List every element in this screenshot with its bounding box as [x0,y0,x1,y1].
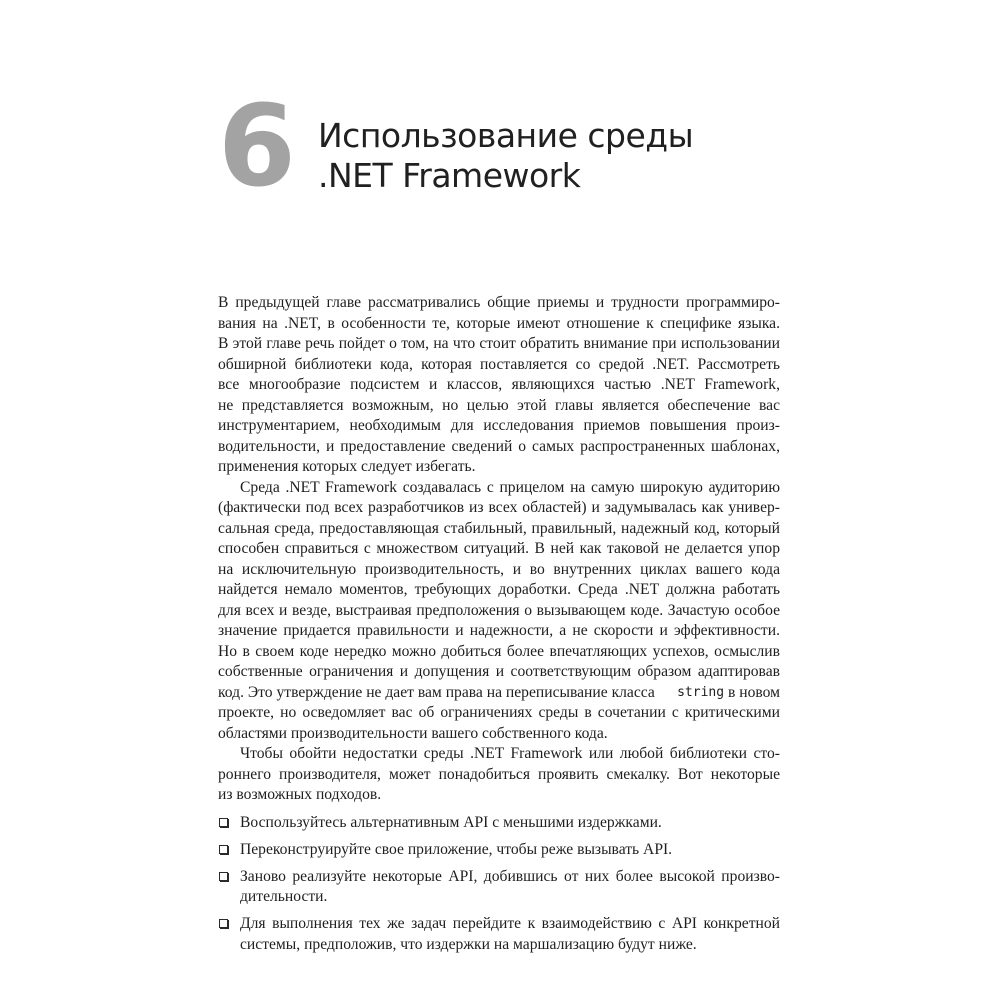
text-line: водительности, и предоставление сведений о самых распространенных шаблонах, [218,437,780,455]
list-item [218,813,780,834]
paragraph-3 [218,744,780,806]
text-line: вания на .NET, в особенности те, которые имеют отношение к специфике языка. [218,314,780,332]
list-item-text: дительности. [240,888,328,905]
text-line: (фактически под всех разработчиков из всех областей) и задумывалась как универ- [218,499,780,516]
text-line: проекте, но осведомляет вас об ограничениях среды в сочетании с критическими [218,704,780,721]
text-line-with-code [218,683,780,704]
chapter-title [318,116,738,196]
checkbox-bullet-icon [219,818,228,827]
text-segment: в новом [724,683,780,701]
text-line: Среда .NET Framework создавалась с прицелом на самую широкую аудиторию [240,478,780,496]
text-line: все многообразие подсистем и классов, являющихся частью .NET Framework, [218,376,780,393]
text-line: найдется немало моментов, требующих доработки. Среда .NET должна работать [218,581,780,598]
paragraph-2 [218,478,780,745]
list-item-text: Заново реализуйте некоторые API, добившись от них более высокой произво- [240,867,780,885]
text-line: на исключительную производительность, и во внутренних циклах вашего кода [218,560,780,578]
text-line: сальная среда, предоставляющая стабильный, правильный, надежный код, который [218,519,780,537]
text-segment: код. Это утверждение не дает вам права на переписывание класса [218,683,659,701]
text-line: собственные ограничения и допущения и соответствующим образом адаптировав [218,663,780,680]
list-item-text: Воспользуйтесь альтернативным API с меньшими издержками. [240,813,662,831]
list-item-text: системы, предположив, что издержки на маршализацию будут ниже. [240,935,697,953]
list-item-text: Переконструируйте свое приложение, чтобы реже вызывать API. [240,840,673,858]
text-line: Чтобы обойти недостатки среды .NET Framework или любой библиотеки сто- [240,745,780,762]
text-line: из возможных подходов. [218,786,382,803]
list-item [218,867,780,908]
text-line: обширной библиотеки кода, которая поставляется со средой .NET. Рассмотреть [218,355,780,373]
body-text [218,293,780,962]
list-item [218,914,780,955]
text-line: инструментарием, необходимым для исследования приемов повышения произ- [218,417,780,434]
text-line: значение придается правильности и надежности, а не скорости и эффективности. [218,622,780,639]
checkbox-bullet-icon [219,872,228,881]
text-line: способен справиться с множеством ситуаций. В ней как таковой не делается упор [218,540,780,557]
text-line: В предыдущей главе рассматривались общие приемы и трудности программиро- [218,294,780,311]
text-line: Но в своем коде нередко можно добиться более впечатляющих успехов, осмыслив [218,642,780,660]
text-line: роннего производителя, может понадобиться проявить смекалку. Вот некоторые [218,765,780,783]
list-item-text: Для выполнения тех же задач перейдите к взаимодействию с API конкретной [240,915,780,932]
bullet-list [218,813,780,956]
text-line: для всех и везде, выстраивая предположения о вызывающем коде. Зачастую особое [218,601,780,619]
text-line: областями производительности вашего собственного кода. [218,724,608,742]
list-item [218,840,780,861]
text-line: применения которых следует избегать. [218,458,476,475]
inline-code: string [677,684,725,700]
checkbox-bullet-icon [219,919,228,928]
paragraph-1 [218,293,780,478]
checkbox-bullet-icon [219,845,228,854]
chapter-number: 6 [218,82,296,212]
chapter-title-line: .NET Framework [318,156,581,195]
chapter-title-line: Использование среды [318,116,694,155]
text-line: В этой главе речь пойдет о том, на что стоит обратить внимание при использовании [218,335,780,352]
text-line: не представляется возможным, но целью этой главы является обеспечение вас [218,396,780,414]
